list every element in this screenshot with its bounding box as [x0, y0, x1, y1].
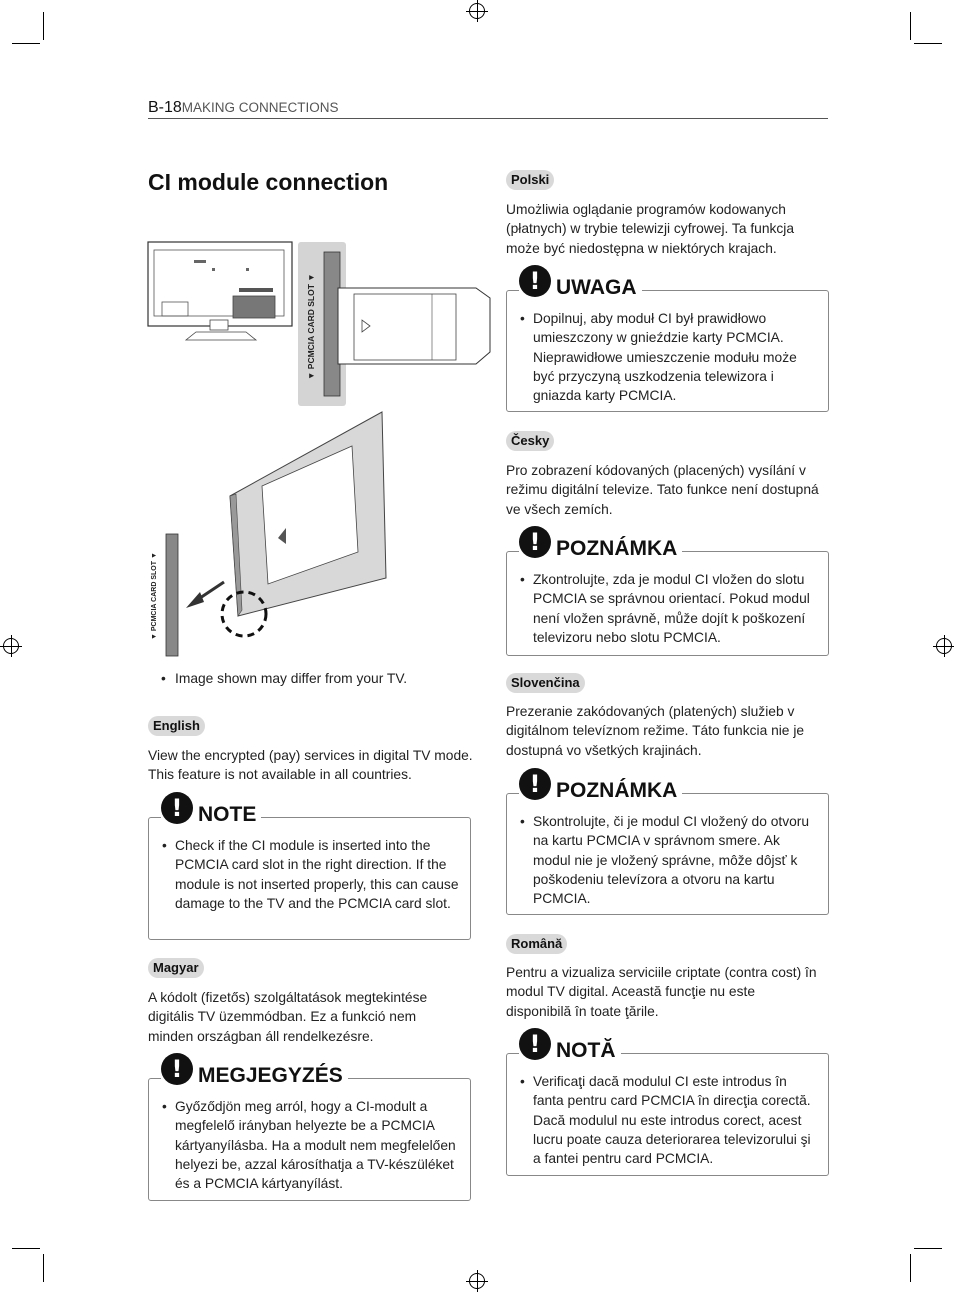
lang-label-romana: Română	[506, 934, 567, 954]
body-english: View the encrypted (pay) services in digital TV mode. This feature is not available in all countries.	[148, 748, 473, 783]
note-title: POZNÁMKA	[556, 779, 678, 802]
registration-mark	[3, 638, 19, 654]
slot-label-side: ▼ PCMCIA CARD SLOT ▼	[151, 552, 158, 640]
lang-label-cesky: Česky	[506, 431, 554, 451]
registration-mark	[936, 638, 952, 654]
body-polski: Umożliwia oglądanie programów kodowanych (płatnych) w trybie telewizji cyfrowej. Ta funkcja może być niedostępna w niektórych krajach.	[506, 202, 795, 256]
note-box-cesky	[506, 528, 829, 656]
note-text: • Zkontrolujte, zda je modul CI vložen do slotu PCMCIA se správnou orientací. Pokud modul není vložen správně, může dojít k poškození televizoru nebo slotu PCMCIA.	[520, 570, 818, 647]
ci-module-illustration	[146, 240, 491, 660]
lang-label-magyar: Magyar	[148, 958, 204, 978]
exclamation-icon: !	[519, 526, 551, 558]
ci-card-perspective	[230, 412, 386, 616]
page-title: CI module connection	[148, 169, 389, 195]
tv-back-drawing	[148, 242, 292, 340]
page-number: B-18	[148, 99, 182, 116]
exclamation-icon: !	[519, 768, 551, 800]
registration-mark	[469, 3, 485, 19]
ci-card-top	[338, 288, 490, 364]
crop-mark	[12, 1248, 40, 1249]
page-header	[148, 99, 339, 117]
note-title: NOTĂ	[556, 1039, 616, 1062]
crop-mark	[12, 43, 40, 44]
note-box-romana	[506, 1030, 829, 1176]
section-name: MAKING CONNECTIONS	[181, 100, 339, 115]
note-box-magyar	[148, 1055, 471, 1201]
note-text: • Győződjön meg arról, hogy a CI-modult a megfelelő irányban helyezte be a PCMCIA kártyanyílásba. Ha a modult nem megfelelően helyezi be, azzal károsíthatja a TV-készüléket és a PCMCIA kártyanyílást.	[162, 1097, 460, 1193]
note-text: • Skontrolujte, či je modul CI vložený do otvoru na kartu PCMCIA v správnom smere. Ak modul nie je vložený správne, môže dôjsť k poškodeniu televízora a otvoru na kartu PCMCIA.	[520, 812, 818, 908]
note-title: UWAGA	[556, 276, 637, 299]
body-romana: Pentru a vizualiza serviciile criptate (contra cost) în modul TV digital. Această funcţie nu este disponibilă în toate ţările.	[506, 965, 817, 1019]
crop-mark	[910, 12, 911, 40]
note-title: POZNÁMKA	[556, 537, 678, 560]
lang-label-english: English	[148, 716, 205, 736]
crop-mark	[914, 1248, 942, 1249]
lang-label-slovencina: Slovenčina	[506, 673, 585, 693]
body-magyar: A kódolt (fizetős) szolgáltatások megtekintése digitális TV üzemmódban. Ez a funkció nem minden országban áll rendelkezésre.	[148, 990, 428, 1044]
slot-label-top: ▼ PCMCIA CARD SLOT ▼	[306, 273, 316, 380]
note-text: • Verificaţi dacă modulul CI este introdus în fanta pentru card PCMCIA în direcţia corectă. Dacă modulul nu este introdus corect, acest lucru poate cauza deteriorarea televizorului şi a fantei pentru card PCMCIA.	[520, 1072, 818, 1168]
note-text: • Check if the CI module is inserted into the PCMCIA card slot in the right direction. If the module is not inserted properly, this can cause damage to the TV and the PCMCIA card slot.	[162, 836, 460, 913]
lang-label-polski: Polski	[506, 170, 554, 190]
illustration-caption: • Image shown may differ from your TV.	[161, 671, 407, 686]
exclamation-icon: !	[519, 1028, 551, 1060]
header-divider	[148, 118, 828, 119]
crop-mark	[43, 1254, 44, 1282]
note-box-polski	[506, 267, 829, 412]
crop-mark	[43, 12, 44, 40]
note-box-slovencina	[506, 770, 829, 915]
crop-mark	[914, 43, 942, 44]
registration-mark	[469, 1273, 485, 1289]
exclamation-icon: !	[161, 1053, 193, 1085]
body-slovencina: Prezeranie zakódovaných (platených) služieb v digitálnom televíznom režime. Táto funkcia nie je dostupná vo všetkých krajinách.	[506, 704, 805, 758]
note-box-english	[148, 794, 471, 940]
exclamation-icon: !	[519, 265, 551, 297]
exclamation-icon: !	[161, 792, 193, 824]
note-title: MEGJEGYZÉS	[198, 1064, 343, 1087]
side-slot	[166, 534, 178, 656]
note-text: • Dopilnuj, aby moduł CI był prawidłowo umieszczony w gnieździe karty PCMCIA. Nieprawidłowe umieszczenie modułu może być przyczyną uszkodzenia telewizora i gniazda karty PCMCIA.	[520, 309, 818, 405]
body-cesky: Pro zobrazení kódovaných (placených) vysílání v režimu digitální televize. Tato funkce není dostupná ve všech zemích.	[506, 463, 819, 517]
crop-mark	[910, 1254, 911, 1282]
note-title: NOTE	[198, 803, 257, 826]
